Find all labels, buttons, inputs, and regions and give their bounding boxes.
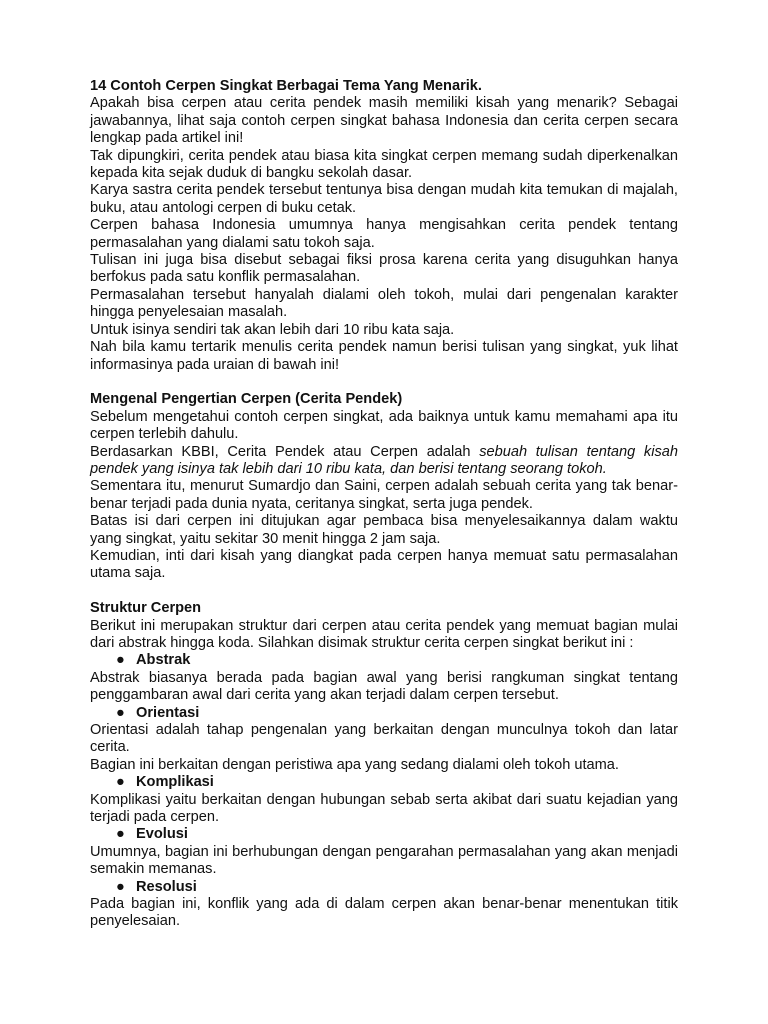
bullet-icon: ● bbox=[116, 878, 125, 895]
intro-paragraph: Apakah bisa cerpen atau cerita pendek masih memiliki kisah yang menarik? Sebagai jawabannya, lihat saja contoh cerpen singkat bahasa Indonesia dan cerita cerpen secara lengkap pada artikel ini! bbox=[90, 95, 678, 147]
definition-italic-text: sebuah tulisan tentang kisah pendek yang isinya tak lebih dari 10 ribu kata, dan berisi tentang seorang tokoh. bbox=[90, 443, 678, 477]
paragraph-spacer bbox=[90, 374, 678, 391]
bullet-icon: ● bbox=[116, 774, 125, 791]
bullet-icon: ● bbox=[116, 704, 125, 721]
intro-paragraph: Cerpen bahasa Indonesia umumnya hanya mengisahkan cerita pendek tentang permasalahan yang dialami satu tokoh saja. bbox=[90, 217, 678, 251]
list-item-abstrak bbox=[90, 652, 678, 669]
definition-text: Berdasarkan KBBI, Cerita Pendek atau Cerpen adalah bbox=[90, 443, 480, 460]
intro-paragraph: Karya sastra cerita pendek tersebut tentunya bisa dengan mudah kita temukan di majalah, buku, atau antologi cerpen di buku cetak. bbox=[90, 182, 678, 216]
list-item-label: Komplikasi bbox=[136, 774, 214, 791]
resolusi-paragraph: Pada bagian ini, konflik yang ada di dalam cerpen akan benar-benar menentukan titik penyelesaian. bbox=[90, 896, 678, 930]
bullet-icon: ● bbox=[116, 826, 125, 843]
section-heading-struktur: Struktur Cerpen bbox=[90, 600, 202, 617]
evolusi-paragraph: Umumnya, bagian ini berhubungan dengan pengarahan permasalahan yang akan menjadi semakin memanas. bbox=[90, 843, 678, 878]
list-item-evolusi bbox=[90, 826, 678, 843]
section-heading-pengertian: Mengenal Pengertian Cerpen (Cerita Pendek) bbox=[90, 391, 403, 408]
orientasi-paragraph: Bagian ini berkaitan dengan peristiwa apa yang sedang dialami oleh tokoh utama. bbox=[90, 756, 619, 773]
pengertian-paragraph: Batas isi dari cerpen ini ditujukan agar pembaca bisa menyelesaikannya dalam waktu yang singkat, yaitu sekitar 30 menit hingga 2 jam saja. bbox=[90, 513, 678, 547]
list-item-komplikasi bbox=[90, 774, 678, 791]
pengertian-paragraph: Kemudian, inti dari kisah yang diangkat pada cerpen hanya memuat satu permasalahan utama saja. bbox=[90, 547, 678, 582]
list-item-label: Abstrak bbox=[136, 652, 191, 669]
list-item-label: Evolusi bbox=[136, 826, 188, 843]
struktur-intro-paragraph: Berikut ini merupakan struktur dari cerpen atau cerita pendek yang memuat bagian mulai dari abstrak hingga koda. Silahkan disimak struktur cerita cerpen singkat berikut ini : bbox=[90, 617, 678, 651]
list-item-orientasi bbox=[90, 705, 678, 722]
list-item-label: Resolusi bbox=[136, 878, 197, 895]
intro-paragraph: Tak dipungkiri, cerita pendek atau biasa kita singkat cerpen memang sudah diperkenalkan kepada kita sejak duduk di bangku sekolah dasar. bbox=[90, 147, 678, 182]
document-title: 14 Contoh Cerpen Singkat Berbagai Tema Yang Menarik. bbox=[90, 78, 482, 94]
document-page bbox=[90, 78, 678, 931]
komplikasi-paragraph: Komplikasi yaitu berkaitan dengan hubungan sebab serta akibat dari suatu kejadian yang terjadi pada cerpen. bbox=[90, 791, 678, 826]
bullet-icon: ● bbox=[116, 652, 125, 669]
pengertian-paragraph: Sementara itu, menurut Sumardjo dan Saini, cerpen adalah sebuah cerita yang tak benar-benar terjadi pada dunia nyata, ceritanya singkat, serta juga pendek. bbox=[90, 478, 678, 512]
intro-paragraph: Untuk isinya sendiri tak akan lebih dari 10 ribu kata saja. bbox=[90, 321, 455, 338]
intro-paragraph: Nah bila kamu tertarik menulis cerita pendek namun berisi tulisan yang singkat, yuk lihat informasinya pada uraian di bawah ini! bbox=[90, 339, 678, 373]
list-item-label: Orientasi bbox=[136, 704, 200, 721]
intro-paragraph: Permasalahan tersebut hanyalah dialami oleh tokoh, mulai dari pengenalan karakter hingga penyelesaian masalah. bbox=[90, 286, 678, 321]
pengertian-definition-paragraph bbox=[90, 444, 678, 479]
list-item-resolusi bbox=[90, 879, 678, 896]
paragraph-spacer bbox=[90, 583, 678, 600]
abstrak-paragraph: Abstrak biasanya berada pada bagian awal yang berisi rangkuman singkat tentang penggambaran awal dari cerita yang akan terjadi dalam cerpen tersebut. bbox=[90, 669, 678, 704]
pengertian-paragraph: Sebelum mengetahui contoh cerpen singkat, ada baiknya untuk kamu memahami apa itu cerpen terlebih dahulu. bbox=[90, 408, 678, 443]
orientasi-paragraph: Orientasi adalah tahap pengenalan yang berkaitan dengan munculnya tokoh dan latar cerita. bbox=[90, 722, 678, 756]
intro-paragraph: Tulisan ini juga bisa disebut sebagai fiksi prosa karena cerita yang disuguhkan hanya berfokus pada satu konflik permasalahan. bbox=[90, 252, 678, 286]
